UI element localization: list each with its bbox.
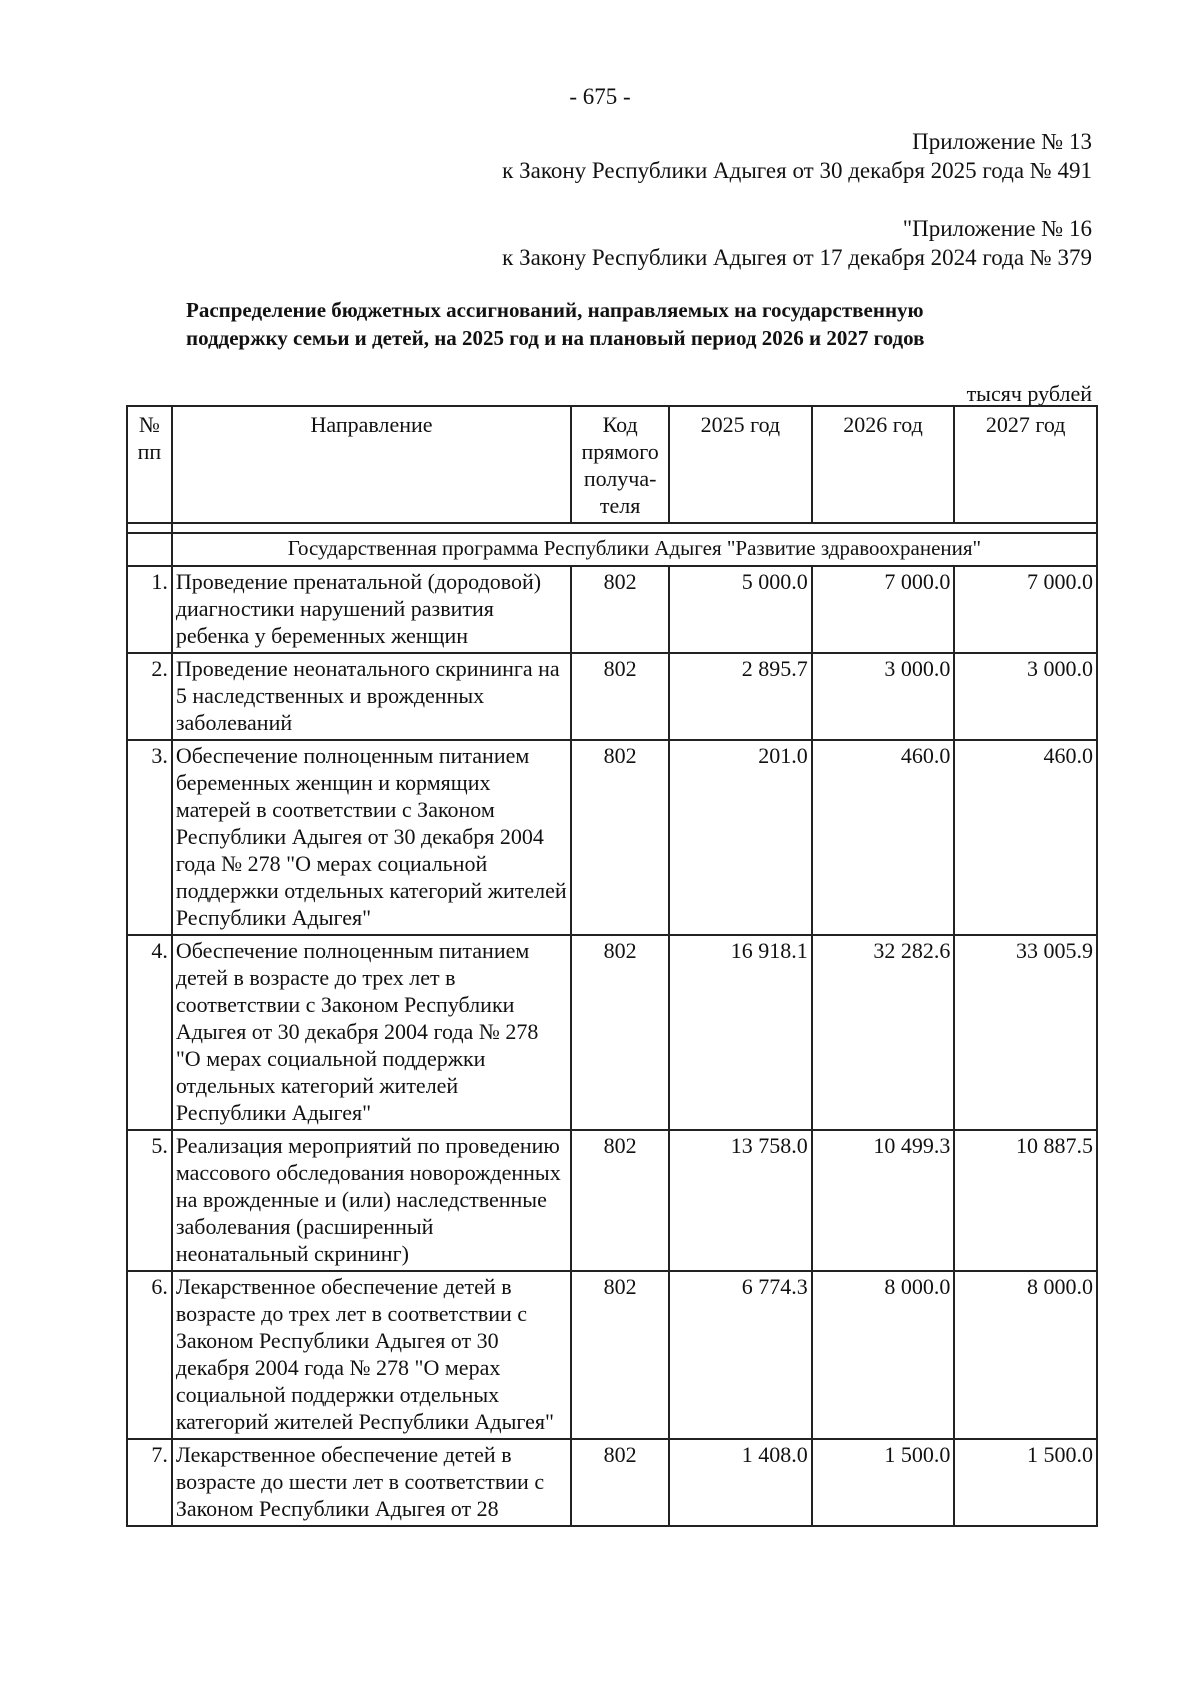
spacer-cell [127, 523, 172, 533]
row-value-2025: 2 895.7 [669, 653, 812, 740]
row-value-2026: 460.0 [812, 740, 955, 935]
row-direction: Обеспечение полноценным питанием беременных женщин и кормящих матерей в соответствии с Законом Республики Адыгея от 30 декабря 2004 года № 278 "О мерах социальной поддержки отдельных категорий жителей Республики Адыгея" [172, 740, 571, 935]
row-value-2027: 10 887.5 [954, 1130, 1097, 1271]
header-num: № пп [127, 406, 172, 523]
row-number: 1. [127, 566, 172, 653]
row-value-2027: 8 000.0 [954, 1271, 1097, 1439]
header-2027: 2027 год [954, 406, 1097, 523]
row-number: 6. [127, 1271, 172, 1439]
budget-table [126, 405, 1098, 1527]
program-row [127, 533, 1097, 566]
row-code: 802 [571, 566, 669, 653]
row-value-2026: 10 499.3 [812, 1130, 955, 1271]
page-number: - 675 - [569, 84, 631, 109]
table-row [127, 1439, 1097, 1526]
row-value-2027: 7 000.0 [954, 566, 1097, 653]
row-value-2026: 1 500.0 [812, 1439, 955, 1526]
table-row [127, 566, 1097, 653]
header-spacer-row [127, 523, 1097, 533]
row-value-2026: 3 000.0 [812, 653, 955, 740]
header-2026: 2026 год [812, 406, 955, 523]
annex-original-number: "Приложение № 16 [902, 216, 1092, 241]
program-title: Государственная программа Республики Адыгея "Развитие здравоохранения" [172, 533, 1097, 566]
row-value-2026: 7 000.0 [812, 566, 955, 653]
row-direction: Обеспечение полноценным питанием детей в возрасте до трех лет в соответствии с Законом Республики Адыгея от 30 декабря 2004 года № 278 "О мерах социальной поддержки отдельных категорий жителей Республики Адыгея" [172, 935, 571, 1130]
table-row [127, 653, 1097, 740]
annex-original [502, 214, 1092, 272]
row-value-2025: 16 918.1 [669, 935, 812, 1130]
row-number: 3. [127, 740, 172, 935]
row-value-2027: 3 000.0 [954, 653, 1097, 740]
table-row [127, 1130, 1097, 1271]
table-header-row [127, 406, 1097, 523]
document-title-line-1: Распределение бюджетных ассигнований, направляемых на государственную [186, 298, 924, 322]
document-title-line-2: поддержку семьи и детей, на 2025 год и на плановый период 2026 и 2027 годов [186, 326, 925, 350]
row-value-2025: 201.0 [669, 740, 812, 935]
row-number: 2. [127, 653, 172, 740]
row-number: 4. [127, 935, 172, 1130]
row-code: 802 [571, 935, 669, 1130]
row-direction: Лекарственное обеспечение детей в возрасте до трех лет в соответствии с Законом Республики Адыгея от 30 декабря 2004 года № 278 "О мерах социальной поддержки отдельных категорий жителей Республики Адыгея" [172, 1271, 571, 1439]
row-code: 802 [571, 1439, 669, 1526]
annex-current-reference: к Закону Республики Адыгея от 30 декабря 2025 года № 491 [502, 158, 1092, 183]
table-row [127, 935, 1097, 1130]
header-2025: 2025 год [669, 406, 812, 523]
row-value-2027: 460.0 [954, 740, 1097, 935]
header-direction: Направление [172, 406, 571, 523]
row-value-2025: 13 758.0 [669, 1130, 812, 1271]
table-row [127, 1271, 1097, 1439]
annex-current [502, 127, 1092, 185]
annex-original-reference: к Закону Республики Адыгея от 17 декабря 2024 года № 379 [502, 245, 1092, 270]
header-code: Код прямого получа-теля [571, 406, 669, 523]
table-body [127, 533, 1097, 1526]
row-value-2027: 33 005.9 [954, 935, 1097, 1130]
document-title [186, 296, 1066, 352]
row-direction: Проведение неонатального скрининга на 5 наследственных и врожденных заболеваний [172, 653, 571, 740]
row-code: 802 [571, 1130, 669, 1271]
row-value-2026: 8 000.0 [812, 1271, 955, 1439]
row-value-2025: 6 774.3 [669, 1271, 812, 1439]
row-value-2025: 1 408.0 [669, 1439, 812, 1526]
row-value-2026: 32 282.6 [812, 935, 955, 1130]
row-direction: Лекарственное обеспечение детей в возрасте до шести лет в соответствии с Законом Республики Адыгея от 28 [172, 1439, 571, 1526]
row-code: 802 [571, 653, 669, 740]
row-number: 5. [127, 1130, 172, 1271]
row-direction: Реализация мероприятий по проведению массового обследования новорожденных на врожденные и (или) наследственные заболевания (расширенный неонатальный скрининг) [172, 1130, 571, 1271]
row-code: 802 [571, 1271, 669, 1439]
units-label: тысяч рублей [966, 381, 1092, 406]
row-number: 7. [127, 1439, 172, 1526]
spacer-cell [172, 523, 1097, 533]
row-direction: Проведение пренатальной (дородовой) диагностики нарушений развития ребенка у беременных женщин [172, 566, 571, 653]
row-code: 802 [571, 740, 669, 935]
row-value-2025: 5 000.0 [669, 566, 812, 653]
table-row [127, 740, 1097, 935]
annex-current-number: Приложение № 13 [912, 129, 1092, 154]
program-num-cell [127, 533, 172, 566]
row-value-2027: 1 500.0 [954, 1439, 1097, 1526]
